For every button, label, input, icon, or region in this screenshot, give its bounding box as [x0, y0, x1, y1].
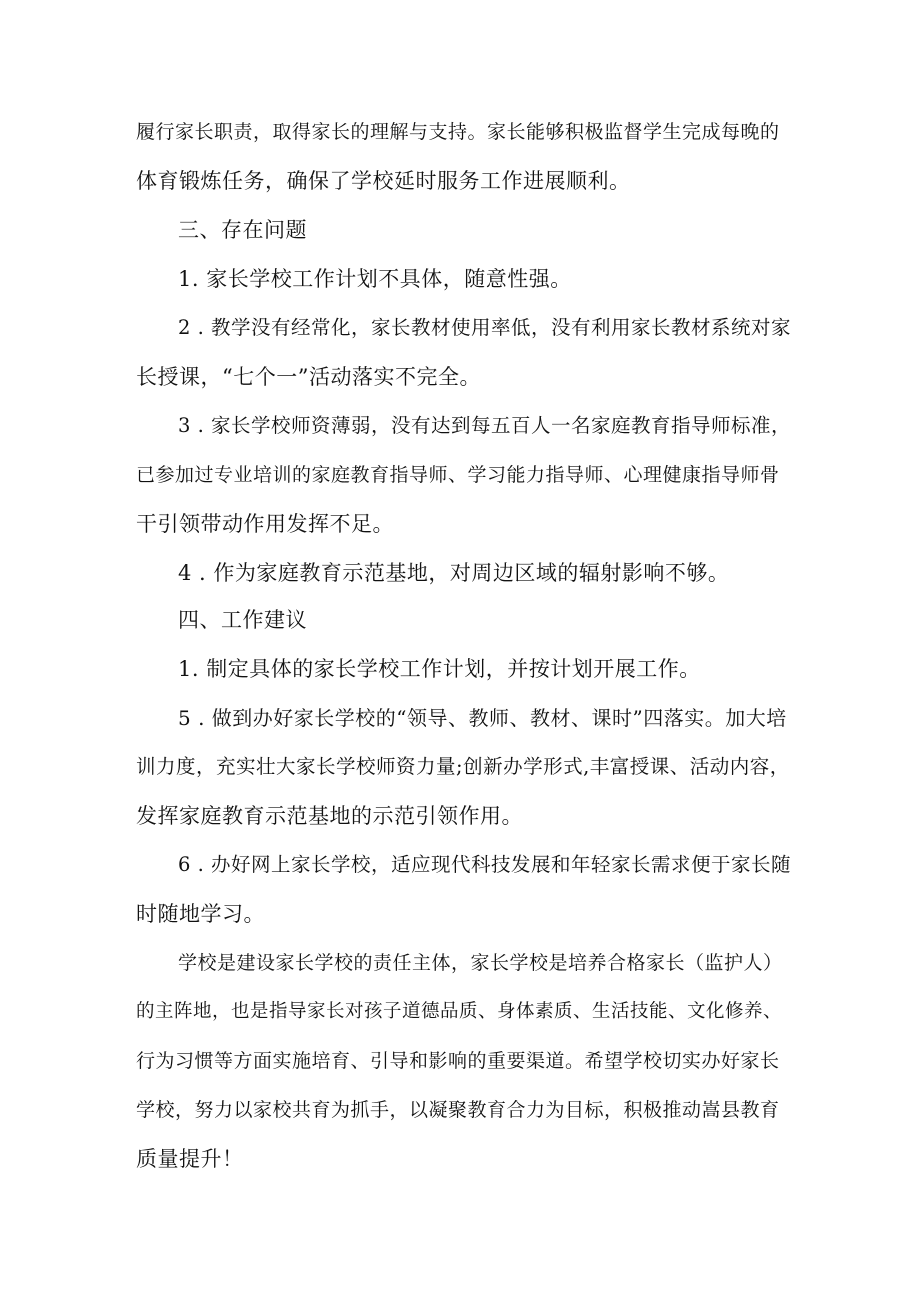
text-line: 长授课，“七个一”活动落实不完全。: [136, 365, 481, 389]
text-line: 4 . 作为家庭教育示范基地，对周边区域的辐射影响不够。: [178, 561, 730, 585]
text-line: 1. 家长学校工作计划不具体，随意性强。: [178, 267, 572, 291]
text-line: 6 . 办好网上家长学校，适应现代科技发展和年轻家长需求便于家长随: [178, 853, 792, 876]
text-line: 行为习惯等方面实施培育、引导和影响的重要渠道。希望学校切实办好家长: [136, 1050, 780, 1072]
text-line: 体育锻炼任务，确保了学校延时服务工作进展顺利。: [136, 169, 631, 193]
text-line: 时随地学习。: [136, 902, 265, 926]
text-line: 质量提升！: [136, 1147, 244, 1171]
text-line: 发挥家庭教育示范基地的示范引领作用。: [136, 804, 523, 828]
text-line: 1. 制定具体的家长学校工作计划，并按计划开展工作。: [178, 657, 701, 681]
text-line: 的主阵地，也是指导家长对孩子道德品质、身体素质、生活技能、文化修养、: [136, 1001, 783, 1022]
text-line: 学校，努力以家校共育为抓手，以凝聚教育合力为目标，积极推动嵩县教育: [136, 1099, 780, 1121]
section-heading: 四、工作建议: [178, 608, 307, 632]
section-heading: 三、存在问题: [178, 218, 307, 242]
text-line: 学校是建设家长学校的责任主体，家长学校是培养合格家长（监护人）: [178, 952, 783, 974]
text-line: 履行家长职责，取得家长的理解与支持。家长能够积极监督学生完成每晚的: [136, 121, 780, 143]
text-line: 干引领带动作用发挥不足。: [136, 512, 394, 536]
text-line: 5 . 做到办好家长学校的“领导、教师、教材、课时”四落实。加大培: [178, 706, 787, 730]
text-line: 已参加过专业培训的家庭教育指导师、学习能力指导师、心理健康指导师骨: [136, 464, 780, 486]
text-line: 3 . 家长学校师资薄弱，没有达到每五百人一名家庭教育指导师标准，: [178, 414, 792, 437]
text-line: 训力度，充实壮大家长学校师资力量;创新办学形式,丰富授课、活动内容，: [136, 755, 790, 778]
text-line: 2 . 教学没有经常化，家长教材使用率低，没有利用家长教材系统对家: [178, 316, 792, 339]
